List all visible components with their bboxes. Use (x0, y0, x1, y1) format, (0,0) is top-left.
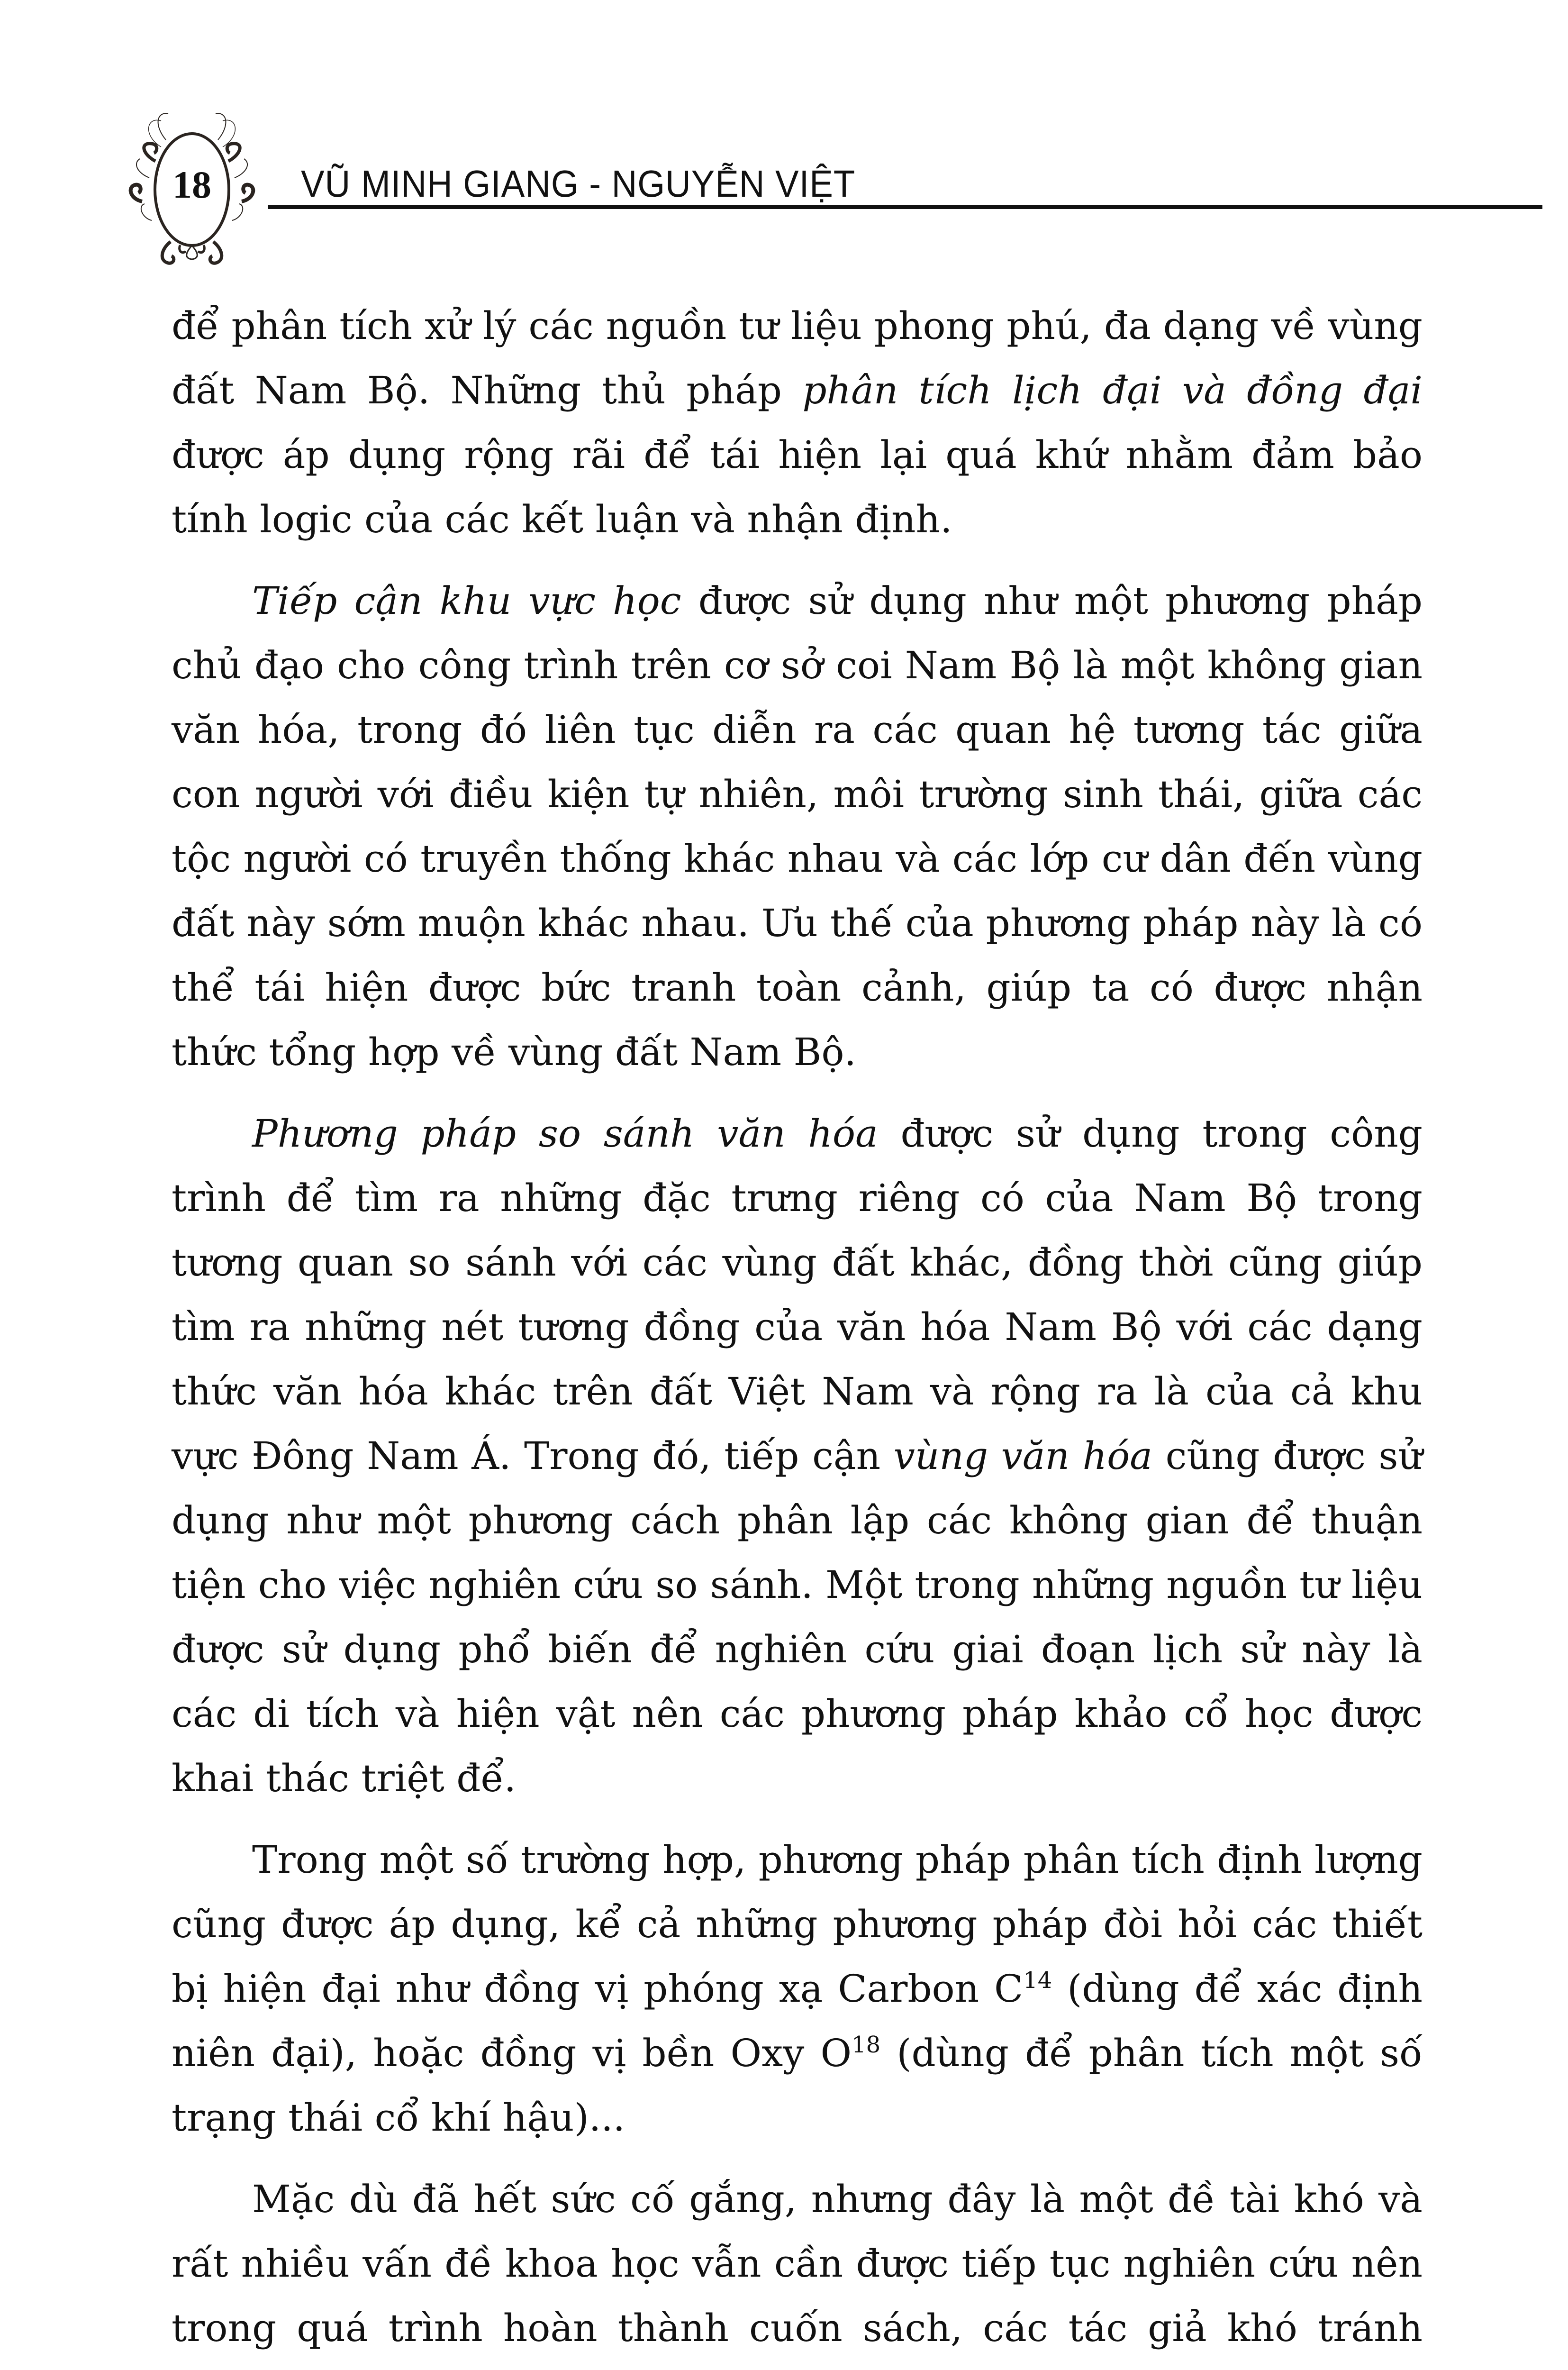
text-run: được sử dụng như một phương pháp chủ đạo cho công trình trên cơ sở coi Nam Bộ là một không gian văn hóa, trong đó liên tục diễn ra các quan hệ tương tác giữa con người với điều kiện tự nhiên, môi trường sinh thái, giữa các tộc người có truyền thống khác nhau và các lớp cư dân đến vùng đất này sớm muộn khác nhau. Ưu thế của phương pháp này là có thể tái hiện được bức tranh toàn cảnh, giúp ta có được nhận thức tổng hợp về vùng đất Nam Bộ. (172, 579, 1423, 1074)
paragraph (172, 2167, 1423, 2370)
text-run: (dùng để xác định niên đại), hoặc đồng vị bền Oxy O (172, 1967, 1423, 2075)
text-run: được áp dụng rộng rãi để tái hiện lại quá khứ nhằm đảm bảo tính logic của các kết luận và nhận định. (172, 433, 1423, 541)
text-run: cũng được sử dụng như một phương cách phân lập các không gian để thuận tiện cho việc nghiên cứu so sánh. Một trong những nguồn tư liệu được sử dụng phổ biến để nghiên cứu giai đoạn lịch sử này là các di tích và hiện vật nên các phương pháp khảo cổ học được khai thác triệt để. (172, 1434, 1423, 1800)
paragraph (172, 1102, 1423, 1811)
italic-term: Tiếp cận khu vực học (252, 579, 681, 623)
body-text (172, 294, 1423, 2370)
italic-term: vùng văn hóa (893, 1434, 1153, 1478)
paragraph (172, 1828, 1423, 2150)
header-divider (268, 205, 1542, 209)
page-header (114, 107, 1431, 268)
text-run: được sử dụng trong công trình để tìm ra những đặc trưng riêng có của Nam Bộ trong tương quan so sánh với các vùng đất khác, đồng thời cũng giúp tìm ra những nét tương đồng của văn hóa Nam Bộ với các dạng thức văn hóa khác trên đất Việt Nam và rộng ra là của cả khu vực Đông Nam Á. Trong đó, tiếp cận (172, 1112, 1423, 1478)
running-head-authors: VŨ MINH GIANG - NGUYỄN VIỆT (301, 163, 856, 205)
paragraph (172, 569, 1423, 1085)
superscript: 14 (1023, 1967, 1052, 1994)
text-run: Mặc dù đã hết sức cố gắng, nhưng đây là một đề tài khó và rất nhiều vấn đề khoa học vẫn cần được tiếp tục nghiên cứu nên trong quá trình hoàn thành cuốn sách, các tác giả khó tránh (172, 2177, 1423, 2350)
text-run: để phân tích xử lý các nguồn tư liệu phong phú, đa dạng về vùng đất Nam Bộ. Những thủ pháp (172, 304, 1423, 412)
superscript: 18 (852, 2032, 881, 2059)
italic-term: Phương pháp so sánh văn hóa (252, 1112, 878, 1156)
italic-term: phân tích lịch đại và đồng đại (802, 368, 1423, 412)
paragraph (172, 294, 1423, 552)
text-run: (dùng để phân tích một số trạng thái cổ khí hậu)... (172, 2031, 1423, 2140)
page-number: 18 (172, 163, 211, 206)
text-run: Trong một số trường hợp, phương pháp phân tích định lượng cũng được áp dụng, kể cả những phương pháp đòi hỏi các thiết bị hiện đại như đồng vị phóng xạ Carbon C (172, 1838, 1423, 2011)
